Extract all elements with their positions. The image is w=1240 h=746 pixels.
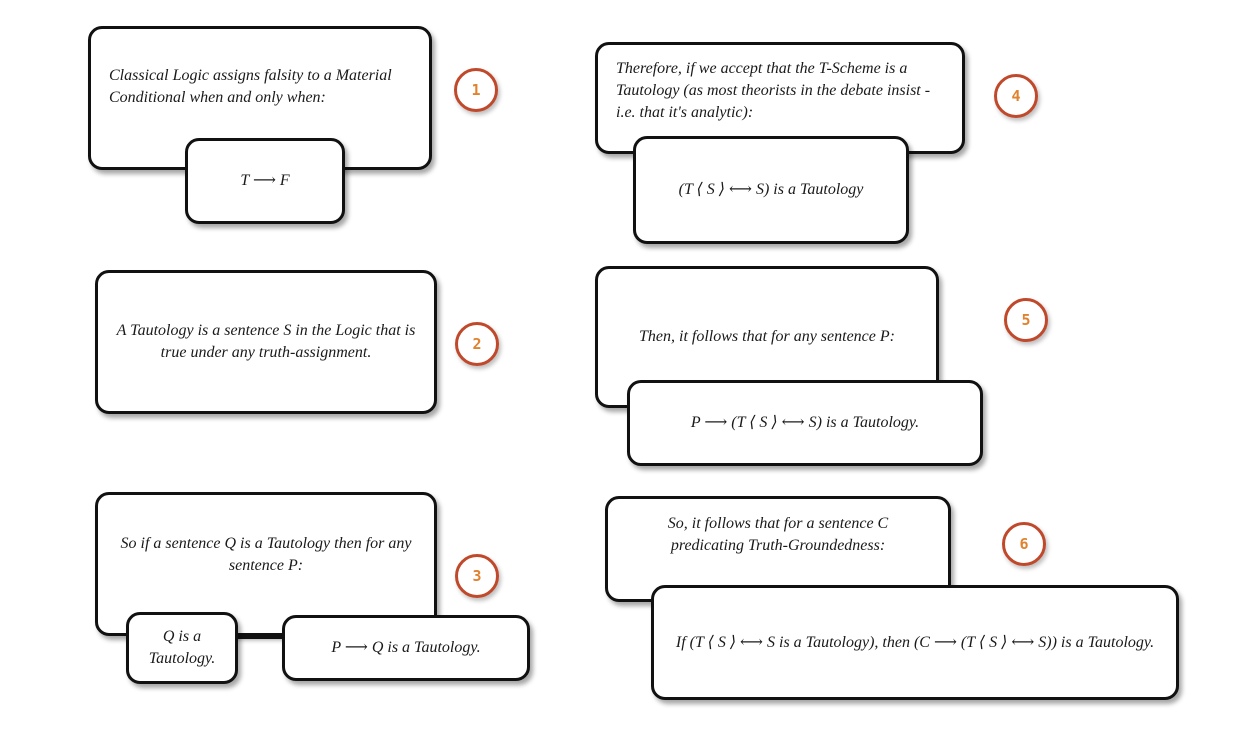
step-6-statement: So, it follows that for a sentence C predicating Truth-Groundedness: (667, 515, 889, 554)
step-5-result: P ⟶ (T ⟨ S ⟩ ⟷ S) is a Tautology. (690, 414, 920, 431)
step-6-number-badge (1002, 522, 1046, 566)
step-3-connector (236, 636, 284, 639)
step-2-statement: A Tautology is a sentence S in the Logic that is true under any truth-assignment. (116, 322, 416, 361)
step-3-premise: Q is a Tautology. (148, 628, 216, 667)
step-2-number-badge (455, 322, 499, 366)
step-5-number-badge (1004, 298, 1048, 342)
step-4-statement: Therefore, if we accept that the T-Scheme is a Tautology (as most theorists in the debate insist - i.e. that it's analytic): (616, 60, 931, 121)
step-6-number: 6 (1019, 535, 1029, 553)
step-6-result-box (651, 585, 1179, 700)
step-4-number: 4 (1011, 87, 1021, 105)
step-2-statement-box (95, 270, 437, 414)
step-5-statement: Then, it follows that for any sentence P: (639, 328, 895, 345)
step-1-statement: Classical Logic assigns falsity to a Material Conditional when and only when: (109, 67, 392, 106)
step-3-result: P ⟶ Q is a Tautology. (331, 639, 481, 656)
step-3-premise-box (126, 612, 238, 684)
step-1-result: T ⟶ F (240, 172, 290, 189)
step-1-number: 1 (471, 81, 481, 99)
step-5-result-box (627, 380, 983, 466)
step-4-result: (T ⟨ S ⟩ ⟷ S) is a Tautology (678, 181, 864, 198)
step-3-statement: So if a sentence Q is a Tautology then for any sentence P: (120, 535, 412, 574)
step-4-number-badge (994, 74, 1038, 118)
step-2-number: 2 (472, 335, 482, 353)
step-5-number: 5 (1021, 311, 1031, 329)
step-3-result-box (282, 615, 530, 681)
step-1-result-box (185, 138, 345, 224)
step-4-result-box (633, 136, 909, 244)
step-1-number-badge (454, 68, 498, 112)
step-3-number-badge (455, 554, 499, 598)
step-6-result: If (T ⟨ S ⟩ ⟷ S is a Tautology), then (C ⟶ (T ⟨ S ⟩ ⟷ S)) is a Tautology. (675, 633, 1155, 651)
step-3-number: 3 (472, 567, 482, 585)
